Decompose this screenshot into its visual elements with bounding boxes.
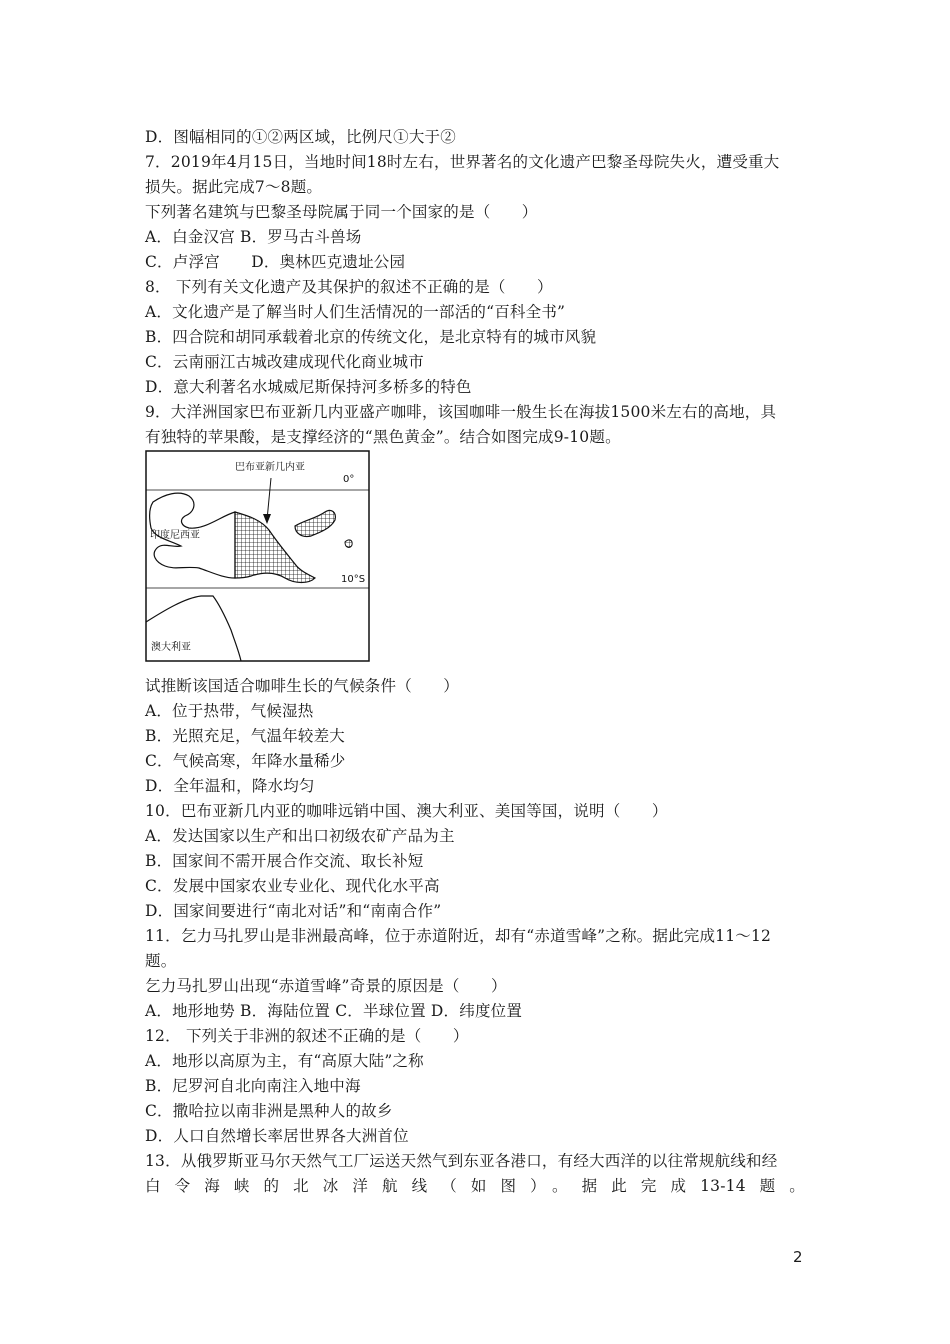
question-12-stem: 12． 下列关于非洲的叙述不正确的是（ ）: [145, 1027, 469, 1045]
papua-new-guinea-map: [145, 450, 370, 662]
question-12-option-d: D．人口自然增长率居世界各大洲首位: [145, 1127, 409, 1145]
question-10-option-a: A．发达国家以生产和出口初级农矿产品为主: [145, 827, 455, 845]
question-13-stem-cont: 白令海峡的北冰洋航线（如图）。据此完成13-14题。: [145, 1177, 805, 1195]
question-10-stem: 10．巴布亚新几内亚的咖啡远销中国、澳大利亚、美国等国，说明（ ）: [145, 802, 668, 820]
question-7-stem-cont: 损失。据此完成7～8题。: [145, 178, 323, 196]
question-8-stem: 8． 下列有关文化遗产及其保护的叙述不正确的是（ ）: [145, 278, 553, 296]
question-11-stem-cont: 题。: [145, 952, 177, 970]
question-8-option-b: B．四合院和胡同承载着北京的传统文化，是北京特有的城市风貌: [145, 328, 597, 346]
label-equator: 0°: [343, 474, 355, 485]
option-d-q6: D．图幅相同的①②两区域，比例尺①大于②: [145, 128, 456, 146]
question-11-options: A．地形地势 B．海陆位置 C．半球位置 D．纬度位置: [145, 1002, 523, 1020]
question-11-stem: 11．乞力马扎罗山是非洲最高峰，位于赤道附近，却有“赤道雪峰”之称。据此完成11～12: [145, 927, 772, 945]
page-number: 2: [793, 1248, 803, 1266]
question-9-option-a: A．位于热带，气候湿热: [145, 702, 314, 720]
question-10-option-d: D．国家间要进行“南北对话”和“南南合作”: [145, 902, 442, 920]
question-11-prompt: 乞力马扎罗山出现“赤道雪峰”奇景的原因是（ ）: [145, 977, 507, 995]
question-7-stem: 7．2019年4月15日，当地时间18时左右，世界著名的文化遗产巴黎圣母院失火，遭受重大: [145, 153, 780, 171]
question-9-option-b: B．光照充足，气温年较差大: [145, 727, 345, 745]
question-13-stem: 13．从俄罗斯亚马尔天然气工厂运送天然气到东亚各港口，有经大西洋的以往常规航线和经: [145, 1152, 778, 1170]
question-8-option-a: A．文化遗产是了解当时人们生活情况的一部活的“百科全书”: [145, 303, 566, 321]
question-9-option-d: D．全年温和，降水均匀: [145, 777, 315, 795]
question-12-option-b: B．尼罗河自北向南注入地中海: [145, 1077, 361, 1095]
question-12-option-c: C．撒哈拉以南非洲是黑种人的故乡: [145, 1102, 393, 1120]
label-australia: 澳大利亚: [151, 642, 191, 653]
png-island-small: [345, 540, 352, 548]
question-9-stem: 9．大洋洲国家巴布亚新几内亚盛产咖啡，该国咖啡一般生长在海拔1500米左右的高地，具: [145, 403, 777, 421]
question-8-option-c: C．云南丽江古城改建成现代化商业城市: [145, 353, 424, 371]
label-papua-new-guinea: 巴布亚新几内亚: [235, 462, 305, 473]
question-12-option-a: A．地形以高原为主，有“高原大陆”之称: [145, 1052, 424, 1070]
question-7-prompt: 下列著名建筑与巴黎圣母院属于同一个国家的是（ ）: [145, 203, 538, 221]
label-indonesia: 印度尼西亚: [150, 530, 200, 541]
question-10-option-b: B．国家间不需开展合作交流、取长补短: [145, 852, 424, 870]
question-10-option-c: C．发展中国家农业专业化、现代化水平高: [145, 877, 440, 895]
question-9-prompt: 试推断该国适合咖啡生长的气候条件（ ）: [145, 677, 460, 695]
question-9-option-c: C．气候高寒，年降水量稀少: [145, 752, 346, 770]
question-9-stem-cont: 有独特的苹果酸，是支撑经济的“黑色黄金”。结合如图完成9-10题。: [145, 428, 621, 446]
question-7-options-cd: C．卢浮宫 D．奥林匹克遗址公园: [145, 253, 406, 271]
question-7-options-ab: A．白金汉宫 B．罗马古斗兽场: [145, 228, 362, 246]
label-10s: 10°S: [341, 574, 366, 585]
question-8-option-d: D．意大利著名水城威尼斯保持河多桥多的特色: [145, 378, 472, 396]
